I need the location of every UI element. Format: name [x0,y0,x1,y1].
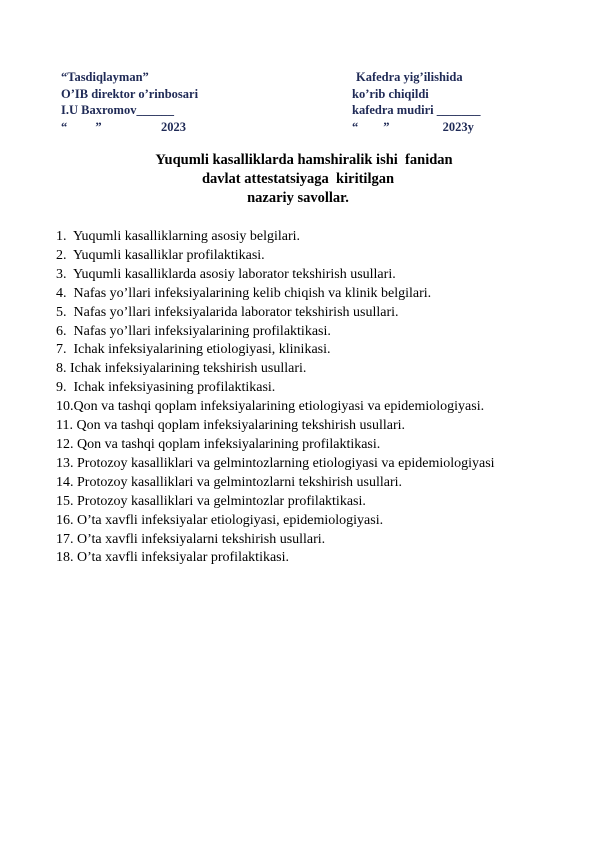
approval-left-line-4: “ ” 2023 [61,119,186,134]
question-text: Yuqumli kasalliklarda asosiy laborator tekshirish usullari. [72,266,396,282]
question-text: Nafas yo’llari infeksiyalarida laborator tekshirish usullari. [73,304,399,320]
list-item [56,341,586,360]
question-number: 17. [56,531,77,547]
list-item [56,474,586,493]
approval-right-line-2: ko’rib chiqildi [352,86,429,101]
question-text: O’ta xavfli infeksiyalar profilaktikasi. [77,550,290,566]
question-number: 1. [56,229,73,244]
approval-left-line-2: O’IB direktor o’rinbosari [61,86,199,101]
approval-stamp-right [352,69,480,135]
list-item [56,455,586,474]
question-text: O’ta xavfli infeksiyalarni tekshirish usullari. [77,531,326,547]
question-number: 16. [56,512,77,528]
question-text: Qon va tashqi qoplam infeksiyalarining profilaktikasi. [77,436,381,452]
approval-right-line-3: kafedra mudiri _______ [352,103,481,117]
question-number: 8. [56,361,70,377]
question-number: 7. [56,342,74,358]
question-number: 2. [56,247,73,263]
title-line-3: nazariy savollar. [247,190,349,206]
approval-right-line-4: “ ” 2023y [352,119,474,134]
approval-left-line-1: “Tasdiqlayman” [61,70,149,84]
approval-left-line-3: I.U Baxromov______ [61,103,174,117]
approval-right-line-1: Kafedra yig’ilishida [356,70,463,84]
list-item [56,417,586,436]
list-item [56,360,586,379]
list-item [56,304,586,323]
approval-stamp-left [61,69,198,135]
question-text: Qon va tashqi qoplam infeksiyalarining etiologiyasi va epidemiologiyasi. [73,399,485,415]
title-line-2: davlat attestatsiyaga kiritilgan [201,171,395,187]
question-text: Protozoy kasalliklari va gelmintozlarni tekshirish usullari. [77,474,403,490]
question-text: Yuqumli kasalliklar profilaktikasi. [72,247,265,263]
list-item [56,266,586,285]
question-number: 6. [56,323,74,339]
question-text: Protozoy kasalliklari va gelmintozlarning etiologiyasi va epidemiologiyasi [77,455,495,471]
list-item [56,228,586,247]
question-number: 5. [56,304,74,320]
question-number: 12. [56,436,77,452]
question-text: Protozoy kasalliklari va gelmintozlar profilaktikasi. [77,493,366,509]
question-text: Ichak infeksiyasining profilaktikasi. [73,380,276,396]
list-item [56,493,586,512]
question-number: 9. [56,380,74,396]
question-number: 15. [56,493,77,509]
title-line-1: Yuqumli kasalliklarda hamshiralik ishi fanidan [155,152,453,168]
question-text: Yuqumli kasalliklarning asosiy belgilari. [72,229,301,244]
question-text: Ichak infeksiyalarining etiologiyasi, klinikasi. [73,342,331,358]
list-item [56,549,586,568]
list-item [56,512,586,531]
document-title [0,151,596,208]
list-item [56,398,586,417]
question-number: 18. [56,550,77,566]
question-number: 4. [56,285,74,301]
list-item [56,531,586,550]
question-text: Qon va tashqi qoplam infeksiyalarining tekshirish usullari. [76,418,406,434]
question-number: 3. [56,266,73,282]
question-number: 13. [56,455,77,471]
list-item [56,379,586,398]
question-list [56,228,586,568]
list-item [56,436,586,455]
question-text: Ichak infeksiyalarining tekshirish usullari. [70,361,307,377]
list-item [56,323,586,342]
question-number: 11. [56,418,77,434]
question-text: O’ta xavfli infeksiyalar etiologiyasi, epidemiologiyasi. [77,512,384,528]
question-number: 10. [56,399,74,415]
list-item [56,285,586,304]
question-text: Nafas yo’llari infeksiyalarining profilaktikasi. [73,323,331,339]
list-item [56,247,586,266]
question-text: Nafas yo’llari infeksiyalarining kelib chiqish va klinik belgilari. [73,285,432,301]
question-number: 14. [56,474,77,490]
